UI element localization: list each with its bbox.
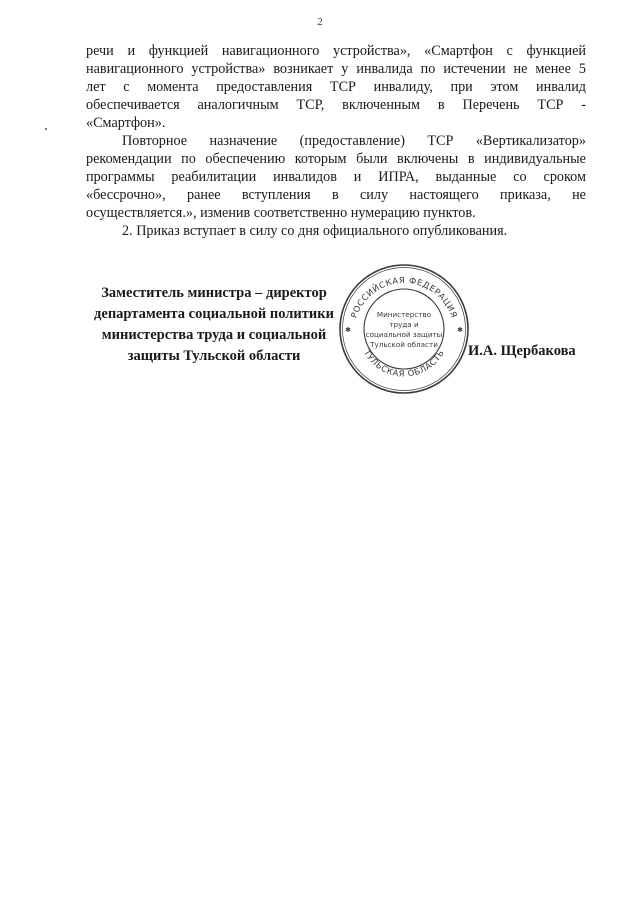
position-line: министерства труда и социальной <box>101 327 327 343</box>
position-line: департамента социальной политики <box>94 306 334 322</box>
document-body <box>86 42 586 240</box>
text-line: 2. Приказ вступает в силу со дня официального опубликования. <box>122 223 508 239</box>
seal-star-left-icon: ✱ <box>345 326 351 334</box>
seal-star-right-icon: ✱ <box>457 326 463 334</box>
text-line: «бессрочно», ранее вступления в силу настоящего приказа, не <box>86 187 586 203</box>
text-line: навигационного устройства» возникает у инвалида по истечении не менее 5 <box>86 61 586 77</box>
text-line: «Смартфон». <box>86 115 166 131</box>
seal-outer-bottom-text: ТУЛЬСКАЯ ОБЛАСТЬ <box>362 347 446 379</box>
text-line: Повторное назначение (предоставление) ТСР «Вертикализатор» <box>122 133 586 149</box>
text-line: рекомендации по обеспечению которым были включены в индивидуальные <box>86 151 586 167</box>
seal-inner-line: труда и <box>389 320 419 329</box>
text-line: обеспечивается аналогичным ТСР, включенным в Перечень ТСР - <box>86 97 587 113</box>
seal-inner-line: социальной защиты <box>365 330 443 339</box>
paragraph-2 <box>86 132 586 222</box>
position-line: защиты Тульской области <box>127 348 301 364</box>
text-line: программы реабилитации инвалидов и ИПРА, выданные со сроком <box>86 169 586 185</box>
page-number: 2 <box>317 16 323 28</box>
signer-name: И.А. Щербакова <box>468 343 576 359</box>
seal-outer-top-text: РОССИЙСКАЯ ФЕДЕРАЦИЯ <box>348 274 460 320</box>
svg-text:ТУЛЬСКАЯ ОБЛАСТЬ <box>362 347 446 379</box>
stray-mark <box>45 128 47 130</box>
position-line: Заместитель министра – директор <box>101 285 327 301</box>
text-line: осуществляется.», изменив соответственно нумерацию пунктов. <box>86 205 476 221</box>
paragraph-3 <box>86 222 586 240</box>
official-seal <box>338 263 470 395</box>
text-line: лет с момента предоставления ТСР инвалиду, при этом инвалид <box>86 79 587 95</box>
signatory-position <box>86 283 342 367</box>
text-line: речи и функцией навигационного устройства», «Смартфон с функцией <box>86 43 587 59</box>
seal-inner-line: Тульской области <box>370 340 438 349</box>
seal-inner-line: Министерство <box>376 310 432 319</box>
seal-graphic <box>338 263 470 395</box>
paragraph-1 <box>86 42 586 132</box>
